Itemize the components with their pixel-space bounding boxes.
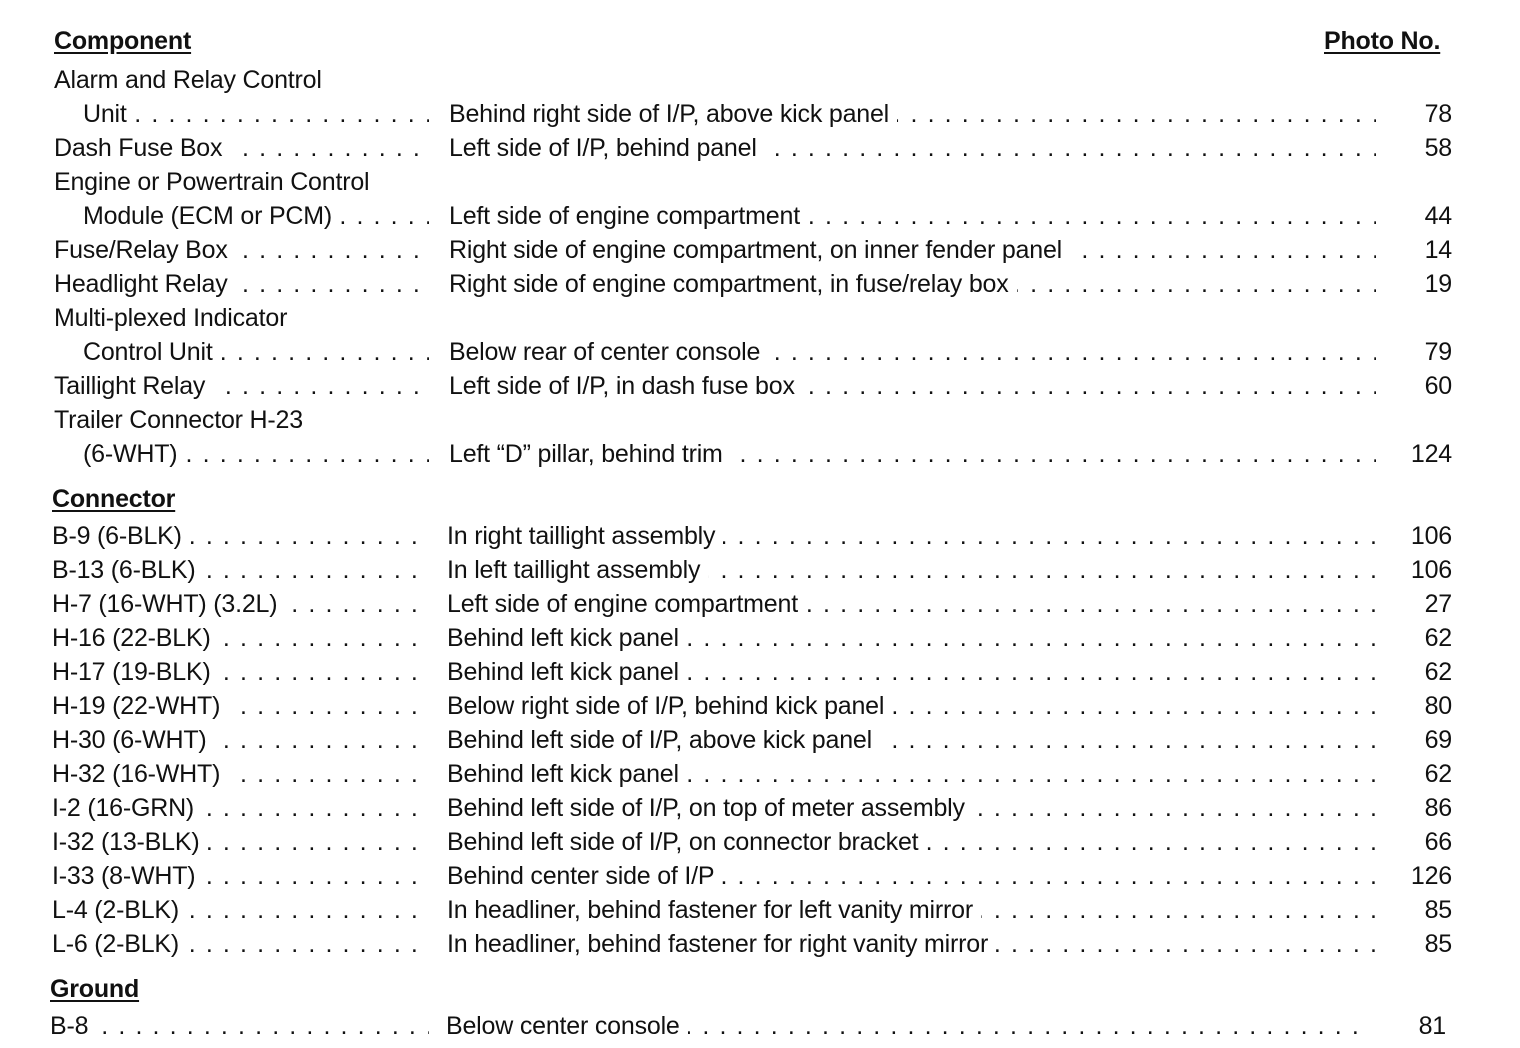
table-row <box>0 199 1520 233</box>
photo-number: 69 <box>1376 723 1452 757</box>
location-text: Below right side of I/P, behind kick panel . . . <box>447 689 1403 723</box>
connector-name: L-4 (2-BLK) . . . <box>52 893 429 927</box>
table-row <box>0 403 1520 437</box>
photo-number: 44 <box>1376 199 1452 233</box>
location-text: Left side of I/P, in dash fuse box . . . <box>449 369 1403 403</box>
table-row <box>0 621 1520 655</box>
table-row <box>0 233 1520 267</box>
table-row <box>0 893 1520 927</box>
connector-name: I-33 (8-WHT) . . . <box>52 859 429 893</box>
component-name: Unit . . . <box>83 97 429 131</box>
table-row <box>0 369 1520 403</box>
connector-name: B-13 (6-BLK) . . . <box>52 553 429 587</box>
photo-number: 126 <box>1376 859 1452 893</box>
table-row <box>0 335 1520 369</box>
connector-name: B-9 (6-BLK) . . . <box>52 519 429 553</box>
location-text: In headliner, behind fastener for left vanity mirror . . . <box>447 893 1403 927</box>
table-row <box>0 689 1520 723</box>
location-text: Behind left kick panel . . . <box>447 655 1403 689</box>
connector-name: H-19 (22-WHT) . . . <box>52 689 429 723</box>
table-row <box>0 131 1520 165</box>
table-row <box>0 723 1520 757</box>
connector-header: Connector <box>52 485 176 513</box>
component-name: Engine or Powertrain Control <box>54 165 434 199</box>
table-row <box>0 655 1520 689</box>
photo-number: 79 <box>1376 335 1452 369</box>
photo-number: 81 <box>1370 1009 1446 1043</box>
connector-name: H-30 (6-WHT) . . . <box>52 723 429 757</box>
connector-name: L-6 (2-BLK) . . . <box>52 927 429 961</box>
table-row <box>0 97 1520 131</box>
table-row <box>0 859 1520 893</box>
component-name: Module (ECM or PCM) . . . <box>83 199 429 233</box>
location-text: Below center console . . . <box>446 1009 1403 1043</box>
component-name: Control Unit . . . <box>83 335 429 369</box>
photo-number: 19 <box>1376 267 1452 301</box>
photo-number: 62 <box>1376 655 1452 689</box>
photo-number: 85 <box>1376 927 1452 961</box>
location-text: In headliner, behind fastener for right vanity mirror . . . <box>447 927 1403 961</box>
table-row <box>0 553 1520 587</box>
component-name: Alarm and Relay Control <box>54 63 434 97</box>
table-row <box>0 267 1520 301</box>
location-text: Left side of engine compartment . . . <box>449 199 1403 233</box>
location-text: Behind left side of I/P, above kick panel . . . <box>447 723 1403 757</box>
ground-header: Ground <box>50 975 140 1003</box>
table-row <box>0 165 1520 199</box>
photo-number: 14 <box>1376 233 1452 267</box>
photo-number: 62 <box>1376 621 1452 655</box>
table-row <box>0 927 1520 961</box>
connector-name: H-17 (19-BLK) . . . <box>52 655 429 689</box>
location-text: Right side of engine compartment, in fuse/relay box . . . <box>449 267 1403 301</box>
table-row <box>0 1009 1520 1043</box>
photo-number: 85 <box>1376 893 1452 927</box>
location-text: Behind left side of I/P, on top of meter assembly . . . <box>447 791 1403 825</box>
photo-number: 58 <box>1376 131 1452 165</box>
component-name: Dash Fuse Box . . . <box>54 131 429 165</box>
connector-name: H-7 (16-WHT) (3.2L) . . . <box>52 587 429 621</box>
photo-number: 86 <box>1376 791 1452 825</box>
table-row <box>0 519 1520 553</box>
table-row <box>0 757 1520 791</box>
photo-number: 66 <box>1376 825 1452 859</box>
component-name: Taillight Relay . . . <box>54 369 429 403</box>
location-text: Behind left kick panel . . . <box>447 757 1403 791</box>
component-name: Headlight Relay . . . <box>54 267 429 301</box>
component-name: Multi-plexed Indicator <box>54 301 434 335</box>
location-text: Below rear of center console . . . <box>449 335 1403 369</box>
connector-name: I-2 (16-GRN) . . . <box>52 791 429 825</box>
table-row <box>0 587 1520 621</box>
connector-name: I-32 (13-BLK) . . . <box>52 825 429 859</box>
photo-number: 80 <box>1376 689 1452 723</box>
table-row <box>0 791 1520 825</box>
component-name: Trailer Connector H-23 <box>54 403 434 437</box>
photo-number: 27 <box>1376 587 1452 621</box>
table-row <box>0 63 1520 97</box>
location-text: In right taillight assembly . . . <box>447 519 1392 553</box>
table-row <box>0 437 1520 471</box>
photo-number: 106 <box>1376 553 1452 587</box>
photo-number: 124 <box>1376 437 1452 471</box>
photo-number: 60 <box>1376 369 1452 403</box>
location-text: Behind left kick panel . . . <box>447 621 1403 655</box>
component-name: Fuse/Relay Box . . . <box>54 233 429 267</box>
location-text: Behind center side of I/P . . . <box>447 859 1392 893</box>
location-text: Left side of I/P, behind panel . . . <box>449 131 1403 165</box>
component-header: Component <box>54 27 192 55</box>
component-name: (6-WHT) . . . <box>83 437 429 471</box>
ground-name: B-8 . . . <box>50 1009 429 1043</box>
table-row <box>0 825 1520 859</box>
location-text: Left “D” pillar, behind trim . . . <box>449 437 1392 471</box>
connector-name: H-16 (22-BLK) . . . <box>52 621 429 655</box>
photo-number: 106 <box>1376 519 1452 553</box>
location-text: In left taillight assembly . . . <box>447 553 1392 587</box>
location-text: Behind left side of I/P, on connector bracket . . . <box>447 825 1403 859</box>
location-text: Left side of engine compartment . . . <box>447 587 1403 621</box>
photo-number: 78 <box>1376 97 1452 131</box>
table-row <box>0 301 1520 335</box>
connector-name: H-32 (16-WHT) . . . <box>52 757 429 791</box>
location-text: Behind right side of I/P, above kick panel . . . <box>449 97 1403 131</box>
photo-number: 62 <box>1376 757 1452 791</box>
location-text: Right side of engine compartment, on inner fender panel . . . <box>449 233 1403 267</box>
photo-no-header: Photo No. <box>1324 27 1441 55</box>
